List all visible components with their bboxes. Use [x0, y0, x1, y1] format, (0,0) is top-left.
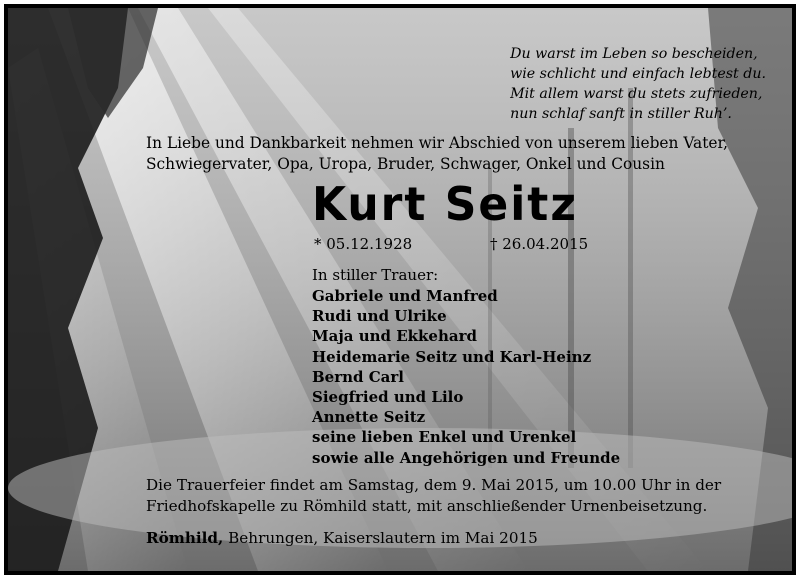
poem	[510, 44, 766, 124]
mourning-heading: In stiller Trauer:	[312, 266, 439, 284]
poem-line: wie schlicht und einfach lebtest du.	[510, 66, 766, 82]
poem-line: Du warst im Leben so bescheiden,	[510, 46, 758, 62]
mourner-item: Siegfried und Lilo	[312, 388, 464, 407]
mourner-item: Gabriele und Manfred	[312, 287, 498, 305]
mourner-item: Heidemarie Seitz und Karl-Heinz	[312, 347, 592, 366]
deceased-name: Kurt Seitz	[312, 178, 578, 232]
service-line: Friedhofskapelle zu Römhild statt, mit anschließender Urnenbeisetzung.	[146, 497, 708, 515]
mourners-list	[312, 286, 620, 468]
poem-line: nun schlaf sanft in stiller Ruh’.	[510, 106, 732, 122]
intro-line: Schwiegervater, Opa, Uropa, Bruder, Schwager, Onkel und Cousin	[146, 155, 665, 173]
birth-date: * 05.12.1928	[314, 235, 413, 253]
place-rest: Behrungen, Kaiserslautern im Mai 2015	[223, 529, 538, 547]
death-date: † 26.04.2015	[490, 235, 589, 253]
intro-text	[146, 133, 728, 175]
mourner-item: sowie alle Angehörigen und Freunde	[312, 448, 621, 467]
service-line: Die Trauerfeier findet am Samstag, dem 9. Mai 2015, um 10.00 Uhr in der	[146, 476, 722, 494]
poem-line: Mit allem warst du stets zufrieden,	[510, 86, 763, 102]
mourner-item: seine lieben Enkel und Urenkel	[312, 428, 577, 447]
mourner-item: Rudi und Ulrike	[312, 307, 447, 326]
obituary-frame	[4, 4, 796, 575]
mourner-item: Bernd Carl	[312, 367, 404, 386]
place-and-date	[146, 529, 538, 547]
place-town: Römhild,	[146, 529, 224, 547]
intro-line: In Liebe und Dankbarkeit nehmen wir Abschied von unserem lieben Vater,	[146, 134, 729, 152]
mourner-item: Maja und Ekkehard	[312, 327, 477, 346]
service-info	[146, 475, 721, 517]
mourner-item: Annette Seitz	[312, 408, 426, 427]
